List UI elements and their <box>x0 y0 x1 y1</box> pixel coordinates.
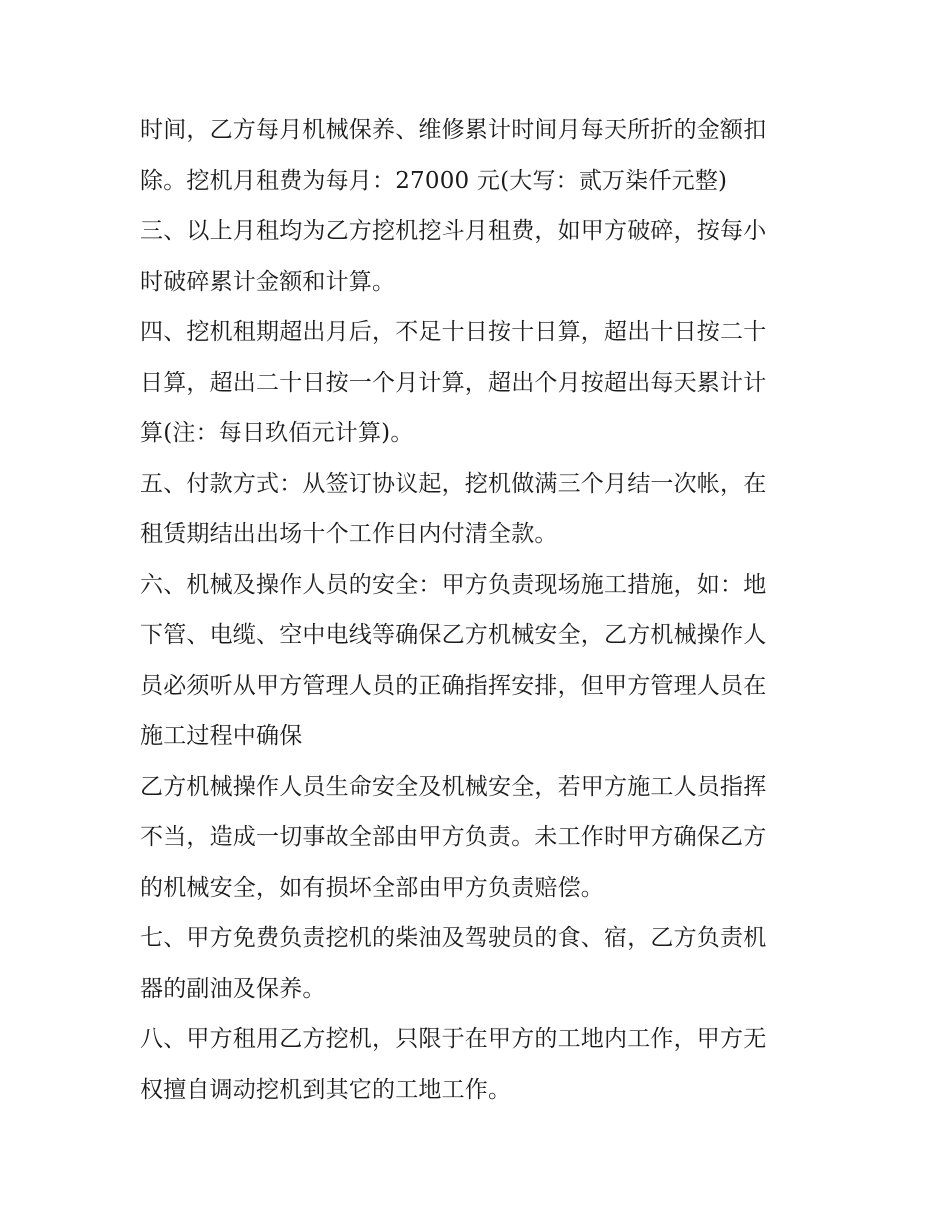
text-line: 器的副油及保养。 <box>140 975 326 1002</box>
text-line: 租赁期结出出场十个工作日内付清全款。 <box>140 521 558 547</box>
text-line: 八、甲方租用乙方挖机，只限于在甲方的工地内工作，甲方无 <box>140 1026 767 1052</box>
text-line: 四、挖机租期超出月后，不足十日按十日算，超出十日按二十 <box>140 319 767 345</box>
text-line: 权擅自调动挖机到其它的工地工作。 <box>140 1076 512 1103</box>
text-line: 的机械安全，如有损坏全部由甲方负责赔偿。 <box>140 874 604 901</box>
text-line: 时破碎累计金额和计算。 <box>140 268 396 295</box>
text-line: 时间，乙方每月机械保养、维修累计时间月每天所折的金额扣 <box>140 117 767 143</box>
text-line: 五、付款方式：从签订协议起，挖机做满三个月结一次帐，在 <box>140 470 767 497</box>
text-line: 七、甲方免费负责挖机的柴油及驾驶员的食、宿，乙方负责机 <box>140 925 767 951</box>
text-line: 三、以上月租均为乙方挖机挖斗月租费，如甲方破碎，按每小 <box>140 218 767 244</box>
text-line: 六、机械及操作人员的安全：甲方负责现场施工措施，如：地 <box>140 571 767 598</box>
text-line: 不当，造成一切事故全部由甲方负责。未工作时甲方确保乙方 <box>140 824 767 850</box>
text-line: 下管、电缆、空中电线等确保乙方机械安全，乙方机械操作人 <box>140 622 767 648</box>
text-line: 乙方机械操作人员生命安全及机械安全，若甲方施工人员指挥 <box>140 773 767 800</box>
text-line: 员必须听从甲方管理人员的正确指挥安排，但甲方管理人员在 <box>140 672 767 699</box>
text-line: 日算，超出二十日按一个月计算，超出个月按超出每天累计计 <box>140 369 767 396</box>
text-line: 施工过程中确保 <box>140 723 303 749</box>
text-line: 除。挖机月租费为每月：27000 元(大写：贰万柒仟元整) <box>140 167 728 194</box>
text-line: 算(注：每日玖佰元计算)。 <box>140 420 414 446</box>
document-body <box>140 105 815 1115</box>
